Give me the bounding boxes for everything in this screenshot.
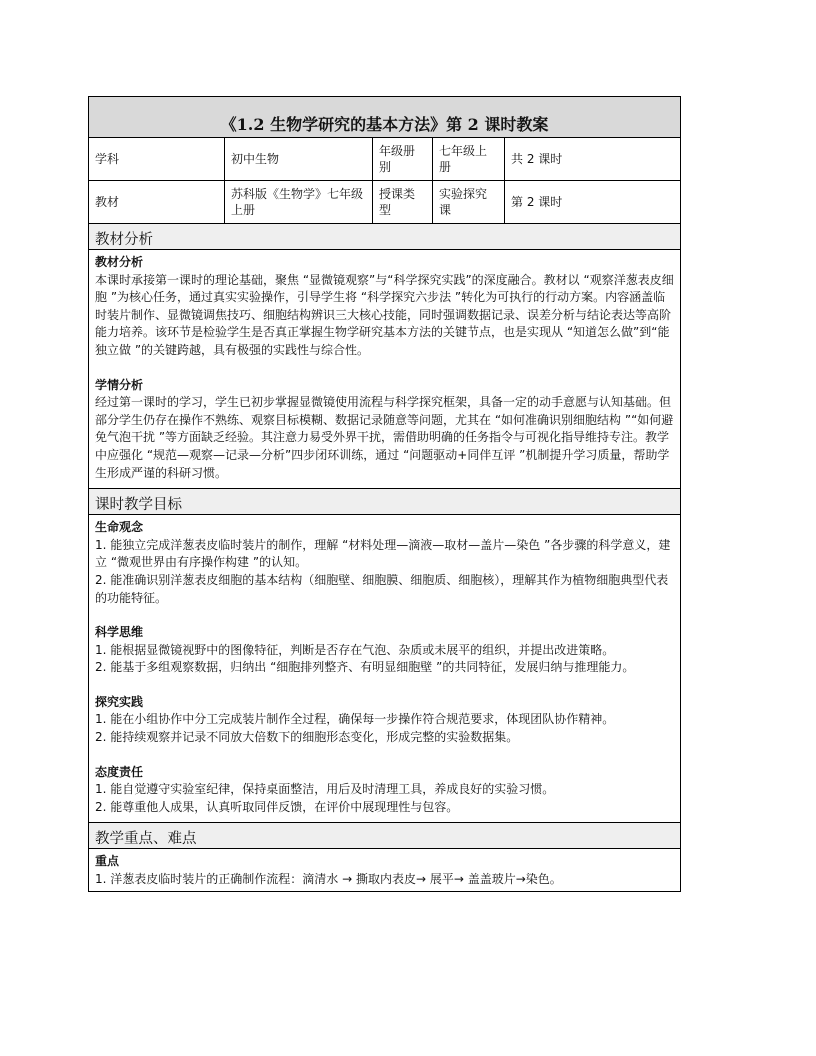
info-value-total-lessons: 共 2 课时 (505, 138, 681, 181)
section-head-key-points (89, 823, 681, 849)
info-label-grade: 年级册别 (373, 138, 433, 181)
section-heading: 教材分析 (89, 224, 681, 250)
list-item: 1. 能自觉遵守实验室纪律，保持桌面整洁，用后及时清理工具，养成良好的实验习惯。 (95, 782, 555, 797)
list-item: 1. 能独立完成洋葱表皮临时装片的制作，理解 “材料处理—滴液—取材—盖片—染色 ”各步骤的科学意义，建立 “微观世界由有序操作构建 ”的认知。 (95, 537, 671, 570)
info-value-textbook: 苏科版《生物学》七年级上册 (225, 181, 373, 224)
section-content (89, 849, 681, 891)
list-item: 2. 能持续观察并记录不同放大倍数下的细胞形态变化，形成完整的实验数据集。 (95, 730, 519, 745)
info-value-subject: 初中生物 (225, 138, 373, 181)
paragraph: 经过第一课时的学习，学生已初步掌握显微镜使用流程与科学探究框架，具备一定的动手意愿与认知基础。但部分学生仍存在操作不熟练、观察目标模糊、数据记录随意等问题，尤其在 “如何准确识别细胞结构 ”“如何避免气泡干扰 ”等方面缺乏经验。其注意力易受外界干扰，需借助明确的任务指令与可视化指导维持专注。教学中应强化 “规范—观察—记录—分析”四步闭环训练，通过 “问题驱动+同伴互评 ”机制提升学习质量，帮助学生形成严谨的科研习惯。 (95, 395, 674, 480)
subsection-title: 教材分析 (95, 255, 144, 269)
list-item: 1. 能在小组协作中分工完成装片制作全过程，确保每一步操作符合规范要求，体现团队协作精神。 (95, 712, 615, 727)
subsection-title: 态度责任 (95, 764, 144, 779)
info-label-subject: 学科 (89, 138, 225, 181)
subsection-title: 生命观念 (95, 520, 144, 535)
subsection-title: 探究实践 (95, 694, 144, 709)
section-body-key-points (89, 849, 681, 891)
section-content (89, 515, 681, 823)
section-head-objectives (89, 489, 681, 515)
list-item: 2. 能基于多组观察数据，归纳出 “细胞排列整齐、有明显细胞壁 ”的共同特征，发展归纳与推理能力。 (95, 660, 635, 675)
info-value-lesson-number: 第 2 课时 (505, 181, 681, 224)
info-label-textbook: 教材 (89, 181, 225, 224)
section-heading: 课时教学目标 (89, 489, 681, 515)
info-value-lesson-type: 实验探究课 (433, 181, 505, 224)
info-label-lesson-type: 授课类型 (373, 181, 433, 224)
document-title: 《1.2 生物学研究的基本方法》第 2 课时教案 (89, 97, 681, 138)
subsection-title: 科学思维 (95, 625, 144, 640)
section-body-material (89, 250, 681, 489)
info-row-1 (89, 138, 681, 181)
list-item: 2. 能准确识别洋葱表皮细胞的基本结构（细胞壁、细胞膜、细胞质、细胞核），理解其作为植物细胞典型代表的功能特征。 (95, 572, 669, 605)
info-value-grade: 七年级上册 (433, 138, 505, 181)
lesson-plan-document (88, 96, 680, 892)
list-item: 1. 洋葱表皮临时装片的正确制作流程：滴清水 → 撕取内表皮→ 展平→ 盖盖玻片→染色。 (95, 872, 562, 887)
info-row-2 (89, 181, 681, 224)
section-head-material (89, 224, 681, 250)
section-heading: 教学重点、难点 (89, 823, 681, 849)
lesson-plan-table (88, 96, 681, 892)
list-item: 2. 能尊重他人成果，认真听取同伴反馈，在评价中展现理性与包容。 (95, 799, 459, 814)
section-body-objectives (89, 515, 681, 823)
list-item: 1. 能根据显微镜视野中的图像特征，判断是否存在气泡、杂质或未展平的组织，并提出改进策略。 (95, 642, 615, 657)
paragraph: 本课时承接第一课时的理论基础，聚焦 “显微镜观察”与“科学探究实践”的深度融合。教材以 “观察洋葱表皮细胞 ”为核心任务，通过真实实验操作，引导学生将 “科学探究六步法 ”转化为可执行的行动方案。内容涵盖临时装片制作、显微镜调焦技巧、细胞结构辨识三大核心技能，同时强调数据记录、误差分析与结论表达等高阶能力培养。该环节是检验学生是否真正掌握生物学研究基本方法的关键节点，也是实现从 “知道怎么做”到“能独立做 ”的关键跨越，具有极强的实践性与综合性。 (95, 272, 674, 357)
subsection-title: 学情分析 (95, 377, 144, 392)
section-content (89, 250, 681, 489)
subsection-title: 重点 (95, 854, 120, 869)
